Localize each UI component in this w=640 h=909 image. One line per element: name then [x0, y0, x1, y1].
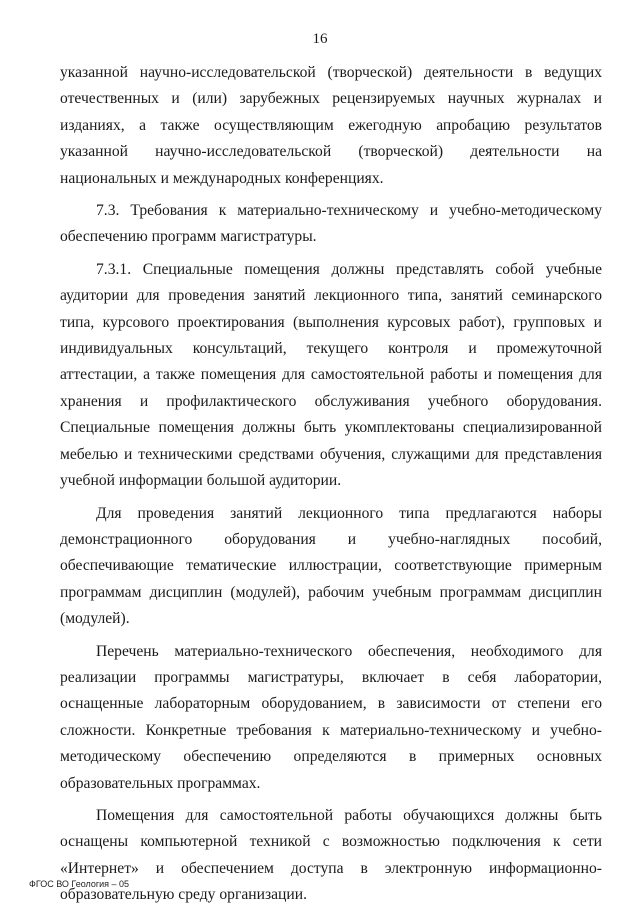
paragraph-self-study-rooms: Помещения для самостоятельной работы обучающихся должны быть оснащены компьютерной техникой с возможностью подключения к сети «Интернет» и обеспечением доступа в электронную информационно-образовательную среду организации. [60, 806, 602, 904]
footer-label: ФГОС ВО Геология – 05 [29, 879, 130, 889]
paragraph-continuation: указанной научно-исследовательской (творческой) деятельности в ведущих отечественных и (или) зарубежных рецензируемых научных журналах и изданиях, а также осуществляющим ежегодную апробацию результатов указанной научно-исследовательской (творческой) деятельности на национальных и международных конференциях. [60, 64, 602, 187]
paragraph-material-support: Перечень материально-технического обеспечения, необходимого для реализации программы магистратуры, включает в себя лаборатории, оснащенные лабораторным оборудованием, в зависимости от степени его сложности. Конкретные требования к материально-техническому и учебно-методическому обеспечению определяются в примерных основных образовательных программах. [60, 642, 602, 792]
page-number: 16 [312, 31, 328, 47]
paragraph-section-7-3: 7.3. Требования к материально-техническому и учебно-методическому обеспечению программ магистратуры. [60, 202, 602, 246]
body-text [60, 60, 602, 909]
paragraph-section-7-3-1: 7.3.1. Специальные помещения должны представлять собой учебные аудитории для проведения занятий лекционного типа, занятий семинарского типа, курсового проектирования (выполнения курсовых работ), групповых и индивидуальных консультаций, текущего контроля и промежуточной аттестации, а также помещения для самостоятельной работы и помещения для хранения и профилактического обслуживания учебного оборудования. Специальные помещения должны быть укомплектованы специализированной мебелью и техническими средствами обучения, служащими для представления учебной информации большой аудитории. [60, 260, 602, 490]
paragraph-lecture-equipment: Для проведения занятий лекционного типа предлагаются наборы демонстрационного оборудования и учебно-наглядных пособий, обеспечивающие тематические иллюстрации, соответствующие примерным программам дисциплин (модулей), рабочим учебным программам дисциплин (модулей). [60, 504, 602, 628]
